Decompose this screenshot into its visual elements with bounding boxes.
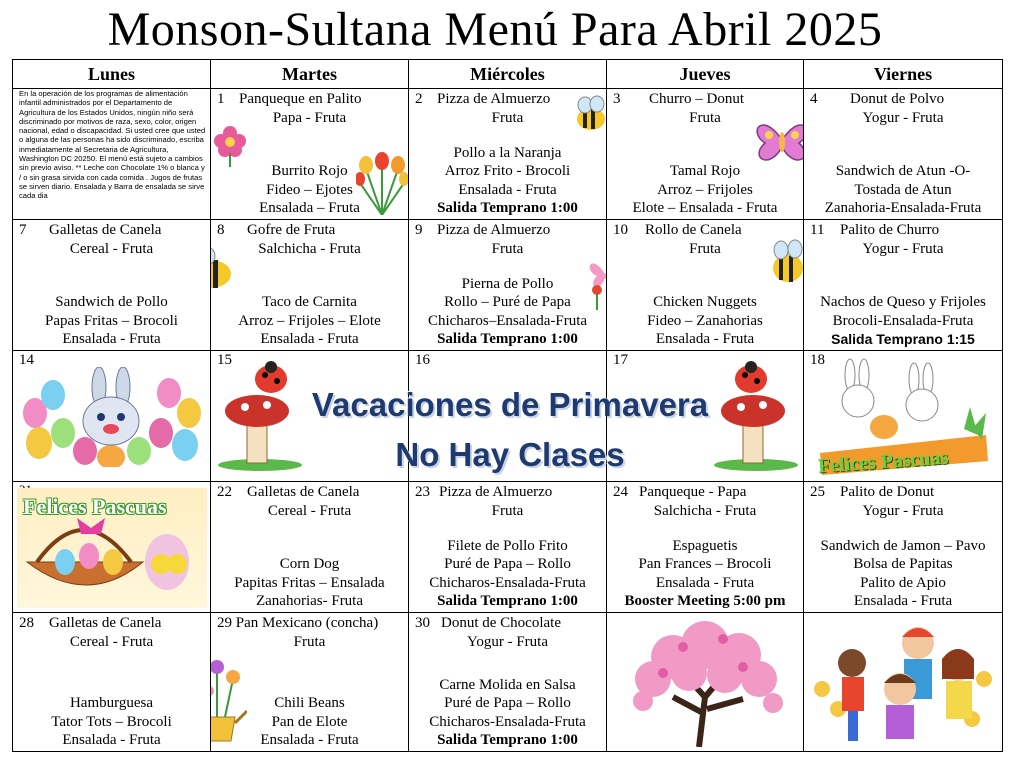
day-number: 28 [19,615,34,631]
lunch-line: Sandwich de Jamon – Pavo [820,537,986,554]
day-cell-14 [13,351,211,482]
lunch-line: Fideo – Zanahorias [647,312,763,329]
header-jueves: Jueves [607,60,804,89]
day-cell-23 [409,482,607,613]
day-number: 8 [217,222,225,238]
breakfast-side: Cereal - Fruta [69,634,154,650]
day-cell-25 [804,482,1003,613]
lunch-line: Zanahoria-Ensalada-Fruta [824,200,982,217]
lunch-line: Tamal Rojo [669,163,741,180]
header-viernes: Viernes [804,60,1003,89]
breakfast-side: Fruta [689,241,721,257]
nondiscrimination-notice: En la operación de los programas de alimentación infantil administrados por el Departamento de Agricultura de los Estados Unidos, ningún niño será discriminado por motivos de raza, sexo, color, origen nacional, edad o discapacidad. Si usted cree que usted o alguna de las personas ha sido discriminado, escriba inmediatamente al Secretaria de Agricultura, Washington DC 20250. El menú está sujeto a cambios sin previo aviso. ** Leche con Chocolate 1% o blanca y / o sin grasa sirvida con cada comida . Jugos de frutas se sirven diario. Ensalada y Barra de ensalada se sirve cada dia [19,89,206,201]
day-number: 18 [810,352,825,368]
lunch-line: Ensalada - Fruta [260,331,359,348]
easter-sign: Felices Pascuas [817,446,950,478]
day-number: 24 [613,484,628,500]
lunch-line: Rollo – Puré de Papa [444,294,571,311]
breakfast-item: Gofre de Fruta [247,222,336,238]
booster-meeting: Booster Meeting 5:00 pm [624,593,786,610]
lunch-line: Papas Fritas – Brocoli [45,312,178,329]
breakfast-item: Galletas de Canela [49,615,162,631]
easter-basket-icon [17,488,207,608]
day-cell-11 [804,220,1003,351]
breakfast-item: Pizza de Almuerzo [437,222,551,238]
day-number: 11 [810,222,825,238]
header-miercoles: Miércoles [409,60,607,89]
day-cell-28 [13,613,211,752]
flower-icon [589,284,605,310]
children-flowers-icon [808,619,998,747]
day-number: 23 [415,484,430,500]
breakfast-item: Pan Mexicano (concha) [235,615,379,631]
day-cell-21 [13,482,211,613]
day-number: 9 [415,222,423,238]
lunch-line: Brocoli-Ensalada-Fruta [832,312,974,329]
vacation-title: Vacaciones de Primavera [311,386,709,423]
day-cell-24 [607,482,804,613]
day-number: 29 [217,615,232,631]
breakfast-side: Fruta [491,503,524,519]
lunch-line: Elote – Ensalada - Fruta [632,200,778,217]
breakfast-item: Galletas de Canela [49,222,162,238]
easter-bunny-eggs-icon [19,367,205,467]
lunch-line: Pollo a la Naranja [453,144,562,161]
lunch-line: Chili Beans [274,695,345,712]
lunch-line: Chicken Nuggets [653,294,757,311]
day-cell-3 [607,89,804,220]
breakfast-item: Donut de Polvo [850,91,945,107]
kids-flowers-cell [804,613,1003,752]
breakfast-side: Cereal - Fruta [267,503,352,519]
cherry-blossom-cell [607,613,804,752]
lunch-line: Taco de Carnita [262,294,357,311]
day-cell-9 [409,220,607,351]
early-dismissal: Salida Temprano 1:00 [437,331,578,348]
breakfast-item: Galletas de Canela [247,484,360,500]
lunch-line: Hamburguesa [69,695,154,712]
early-dismissal: Salida Temprano 1:00 [437,593,578,610]
day-number: 30 [415,615,430,631]
bee-icon [211,246,234,292]
lunch-line: Arroz – Frijoles [657,181,753,198]
day-number: 7 [19,222,27,238]
lunch-line: Ensalada – Fruta [259,200,360,217]
lunch-line: Papitas Fritas – Ensalada [234,574,385,591]
breakfast-item: Panqueque - Papa [639,484,747,500]
lunch-line: Ensalada - Fruta [655,331,755,348]
day-cell-1 [211,89,409,220]
lunch-line: Filete de Pollo Frito [447,537,568,554]
lunch-line: Sandwich de Atun -O- [835,163,971,180]
lunch-line: Arroz – Frijoles – Elote [238,312,381,329]
day-number: 16 [415,352,430,368]
breakfast-side: Salchicha - Fruta [653,503,757,519]
breakfast-side: Fruta [293,634,326,650]
spring-break-banner [300,380,720,480]
lunch-line: Burrito Rojo [271,163,348,180]
day-cell-22 [211,482,409,613]
lunch-line: Ensalada - Fruta [655,574,755,591]
lunch-line: Fideo – Ejotes [266,181,353,198]
lunch-line: Pan Frances – Brocoli [638,556,772,573]
lunch-line: Ensalada - Fruta [62,732,161,749]
nondiscrimination-notice-cell [13,89,211,220]
day-number: 4 [810,91,818,107]
day-cell-7 [13,220,211,351]
day-number: 15 [217,352,232,368]
day-cell-29 [211,613,409,752]
breakfast-side: Yogur - Fruta [862,241,944,257]
breakfast-side: Fruta [491,110,524,126]
lunch-line: Ensalada - Fruta [62,331,161,348]
lunch-line: Nachos de Queso y Frijoles [820,294,986,311]
butterfly-icon [753,113,804,167]
day-number: 22 [217,484,232,500]
no-classes-text: No Hay Clases [395,436,625,473]
lunch-line: Bolsa de Papitas [853,556,953,573]
breakfast-item: Panqueque en Palito [239,91,362,107]
breakfast-side: Cereal - Fruta [69,241,154,257]
day-number: 17 [613,352,628,368]
day-number: 10 [613,222,628,238]
lunch-line: Chicharos–Ensalada-Fruta [427,312,588,329]
lunch-line: Pierna de Pollo [461,275,554,292]
lunch-line: Sandwich de Pollo [55,294,168,311]
bee-icon [575,95,607,135]
day-number: 25 [810,484,825,500]
watering-can-flowers-icon [211,657,248,743]
day-cell-18 [804,351,1003,482]
day-number: 1 [217,91,225,107]
cherry-blossom-tree-icon [613,617,799,747]
lunch-line: Zanahorias- Fruta [255,593,364,610]
day-cell-30 [409,613,607,752]
day-cell-4 [804,89,1003,220]
ladybug-mushroom-icon [215,361,305,471]
breakfast-side: Fruta [491,241,524,257]
early-dismissal: Salida Temprano 1:00 [437,200,578,217]
early-dismissal: Salida Temprano 1:15 [831,331,975,348]
breakfast-item: Pizza de Almuerzo [437,91,551,107]
bee-icon [771,238,804,286]
breakfast-item: Churro – Donut [649,91,744,107]
breakfast-item: Palito de Churro [840,222,940,238]
day-cell-10 [607,220,804,351]
breakfast-item: Palito de Donut [840,484,935,500]
day-cell-2 [409,89,607,220]
breakfast-side: Yogur - Fruta [862,503,944,519]
lunch-line: Puré de Papa – Rollo [444,556,571,573]
lunch-line: Ensalada - Fruta [458,181,557,198]
lunch-line: Puré de Papa – Rollo [444,695,571,712]
lunch-line: Chicharos-Ensalada-Fruta [429,713,586,730]
flower-icon [211,123,249,167]
header-lunes: Lunes [13,60,211,89]
breakfast-side: Fruta [689,110,721,126]
lunch-line: Corn Dog [279,556,340,573]
day-number: 2 [415,91,423,107]
breakfast-side: Yogur - Fruta [862,110,944,126]
easter-sign: Felices Pascuas [23,494,167,519]
breakfast-side: Yogur - Fruta [467,634,548,650]
tulip-bouquet-icon [356,149,408,215]
lunch-line: Espaguetis [672,537,738,554]
breakfast-item: Rollo de Canela [645,222,742,238]
ladybug-mushroom-icon [711,361,801,471]
lunch-line: Chicharos-Ensalada-Fruta [429,574,586,591]
lunch-line: Tator Tots – Brocoli [51,713,172,730]
day-number: 14 [19,352,34,368]
breakfast-item: Donut de Chocolate [441,615,561,631]
breakfast-item: Pizza de Almuerzo [439,484,553,500]
breakfast-side: Salchicha - Fruta [258,241,361,257]
lunch-line: Carne Molida en Salsa [439,676,576,693]
page-title: Monson-Sultana Menú Para Abril 2025 [107,3,883,56]
day-cell-8 [211,220,409,351]
header-martes: Martes [211,60,409,89]
lunch-line: Tostada de Atun [854,181,952,198]
lunch-line: Ensalada - Fruta [853,593,953,610]
day-number: 3 [613,91,621,107]
early-dismissal: Salida Temprano 1:00 [437,732,578,749]
lunch-line: Pan de Elote [271,713,348,730]
lunch-line: Ensalada - Fruta [260,732,359,749]
lunch-line: Arroz Frito - Brocoli [444,163,571,180]
breakfast-side: Papa - Fruta [272,110,347,126]
lunch-line: Palito de Apio [860,574,946,591]
